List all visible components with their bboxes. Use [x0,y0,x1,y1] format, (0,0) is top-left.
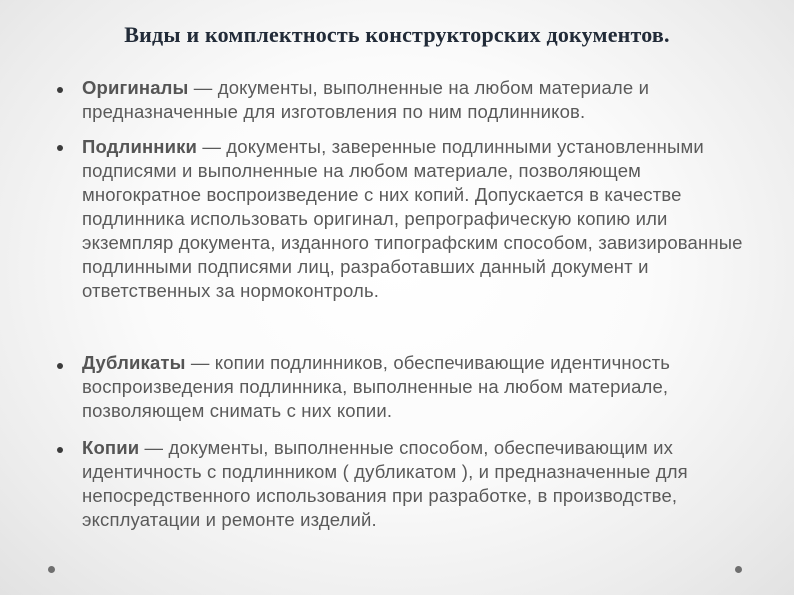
term-definition: — документы, выполненные способом, обеспечивающим их идентичность с подлинником ( дубликатом ), и предназначенные для непосредственного использования при разработке, в производстве, эксплуатации и ремонте изделий. [82,437,688,530]
term-definition: — документы, выполненные на любом материале и предназначенные для изготовления по ним подлинников. [82,77,650,122]
term-definition: — копии подлинников, обеспечивающие идентичность воспроизведения подлинника, выполненные на любом материале, позволяющем снимать с них копии. [82,352,670,421]
bullet-dot-icon [57,87,63,93]
list-item-masters [82,135,762,303]
term-definition: — документы, заверенные подлинными установленными подписями и выполненные на любом материале, позволяющем многократное воспроизведение с них копий. Допускается в качестве подлинника использовать оригинал, репрографическую копию или экземпляр документа, изданного типографским способом, завизированные подлинными подписями лиц, разработавших данный документ и ответственных за нормоконтроль. [82,136,743,301]
slide-title: Виды и комплектность конструкторских документов. [124,22,670,47]
term-label: Оригиналы [82,77,189,98]
list-item-originals [82,76,762,124]
term-label: Копии [82,437,140,458]
list-item-duplicates [82,351,762,423]
corner-decoration-left-icon [48,566,55,573]
bullet-dot-icon [57,363,63,369]
bullet-dot-icon [57,447,63,453]
bullet-dot-icon [57,145,63,151]
term-label: Дубликаты [82,352,186,373]
corner-decoration-right-icon [735,566,742,573]
list-item-copies [82,436,762,532]
term-label: Подлинники [82,136,198,157]
